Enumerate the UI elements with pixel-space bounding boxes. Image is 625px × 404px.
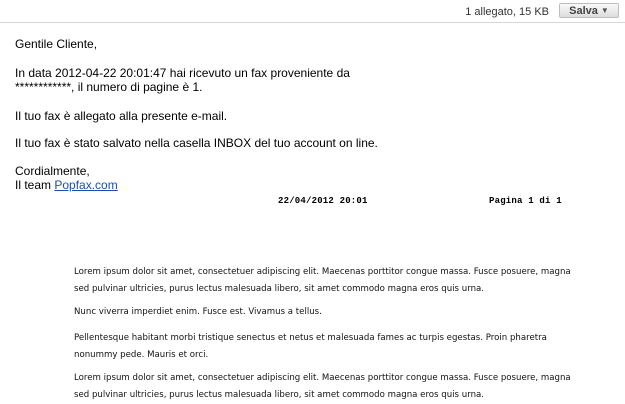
chevron-down-icon: ▼ bbox=[600, 6, 609, 15]
popfax-link[interactable]: Popfax.com bbox=[54, 178, 118, 192]
closing: Cordialmente, bbox=[15, 164, 90, 178]
fax-paragraph: Lorem ipsum dolor sit amet, consectetuer adipiscing elit. Maecenas porttitor congue massa. Fusce posuere, magna sed pulvinar ultricies, purus lectus malesuada libero, sit amet commodo magna eros quis urna. bbox=[74, 267, 571, 294]
fax-received-line-1: In data 2012-04-22 20:01:47 hai ricevuto un fax proveniente da bbox=[15, 66, 350, 80]
save-button[interactable] bbox=[559, 3, 619, 18]
attachment-toolbar bbox=[0, 0, 625, 23]
fax-paragraph: Nunc viverra imperdiet enim. Fusce est. Vivamus a tellus. bbox=[74, 307, 322, 317]
greeting: Gentile Cliente, bbox=[15, 37, 98, 51]
fax-date: 22/04/2012 20:01 bbox=[278, 196, 368, 206]
fax-paragraph: Pellentesque habitant morbi tristique senectus et netus et malesuada fames ac turpis egestas. Proin pharetra nonummy pede. Mauris et orci. bbox=[74, 333, 547, 360]
fax-paragraph: Lorem ipsum dolor sit amet, consectetuer adipiscing elit. Maecenas porttitor congue massa. Fusce posuere, magna sed pulvinar ultricies, purus lectus malesuada libero, sit amet commodo magna eros quis urna. bbox=[74, 373, 571, 400]
signature bbox=[15, 178, 118, 192]
signature-prefix: Il team bbox=[15, 178, 55, 192]
fax-page-number: Pagina 1 di 1 bbox=[489, 196, 562, 206]
attachment-info: 1 allegato, 15 KB bbox=[465, 6, 549, 18]
fax-received-line-2: ************, il numero di pagine è 1. bbox=[15, 80, 203, 94]
fax-attached-text: Il tuo fax è allegato alla presente e-mail. bbox=[15, 109, 228, 123]
fax-saved-text: Il tuo fax è stato salvato nella casella INBOX del tuo account on line. bbox=[15, 136, 378, 150]
save-button-label: Salva bbox=[569, 4, 598, 17]
